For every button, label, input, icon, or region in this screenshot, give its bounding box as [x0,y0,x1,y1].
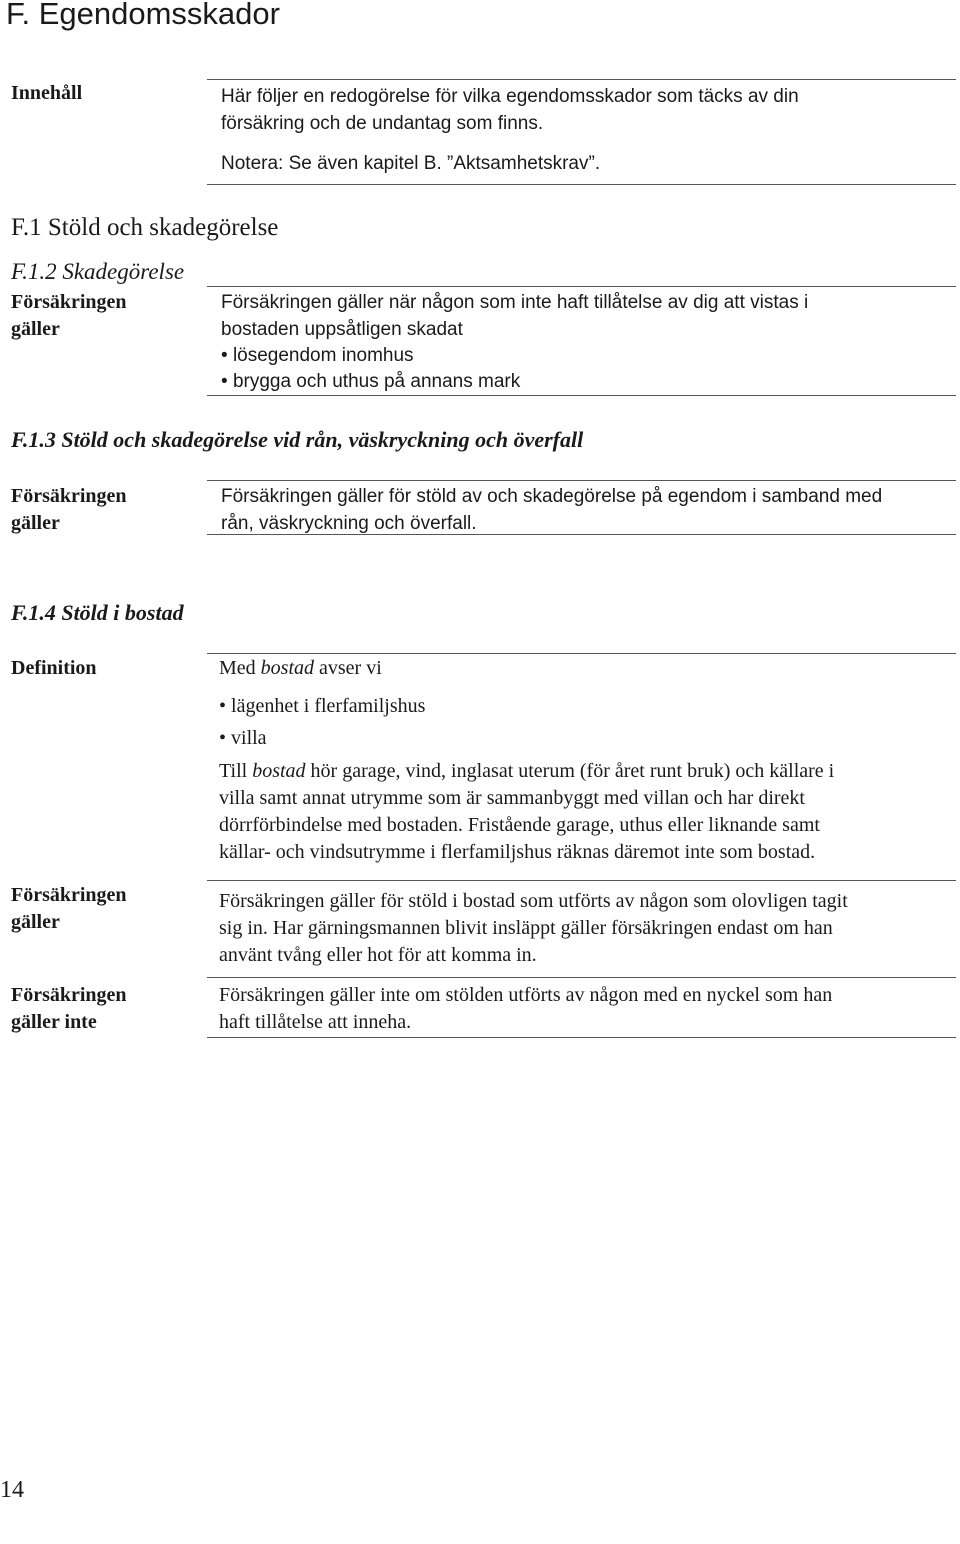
list-item: • villa [219,722,425,754]
divider [207,480,956,481]
divider [207,653,956,654]
divider [207,977,956,978]
applies-label: Försäkringen gäller [11,884,127,933]
f12-label: Försäkringen gäller [11,291,127,340]
list-item: • lösegendom inomhus [221,343,520,369]
divider [207,880,956,881]
page-title: F. Egendomsskador [6,0,280,31]
definition-label: Definition [11,657,97,679]
f13-label: Försäkringen gäller [11,485,127,534]
section-heading-f1: F.1 Stöld och skadegörelse [11,214,279,241]
list-item: • lägenhet i flerfamiljshus [219,690,425,722]
intro-label: Innehåll [11,82,83,104]
divider [207,534,956,535]
intro-text: Här följer en redogörelse för vilka egendomsskador som täcks av din försäkring och de undantag som finns. [221,86,799,134]
divider [207,395,956,396]
list-item: • brygga och uthus på annans mark [221,369,520,395]
definition-intro: Med bostad avser vi [219,657,382,679]
divider [207,184,956,185]
intro-note: Notera: Se även kapitel B. ”Aktsamhetskrav”. [221,153,601,174]
page-number: 14 [0,1477,24,1503]
divider [207,286,956,287]
section-heading-f12: F.1.2 Skadegörelse [11,259,185,284]
not-applies-text: Försäkringen gäller inte om stölden utförts av någon med en nyckel som han haft tillåtelse att inneha. [219,984,833,1033]
section-heading-f14: F.1.4 Stöld i bostad [11,600,184,625]
applies-text: Försäkringen gäller för stöld i bostad som utförts av någon som olovligen tagit sig in. Har gärningsmannen blivit insläppt gäller försäkringen endast om han använt tvång eller hot för att komma in. [219,890,848,966]
definition-text: Till bostad hör garage, vind, inglasat uterum (för året runt bruk) och källare i villa samt annat utrymme som är sammanbyggt med villan och har direkt dörrförbindelse med bostaden. Fristående garage, uthus eller liknande samt källar- och vindsutrymme i flerfamiljshus räknas däremot inte som bostad. [219,760,835,863]
section-heading-f13: F.1.3 Stöld och skadegörelse vid rån, väskryckning och överfall [11,427,584,452]
f13-text: Försäkringen gäller för stöld av och skadegörelse på egendom i samband med rån, väskryckning och överfall. [221,486,883,534]
f12-text: Försäkringen gäller när någon som inte haft tillåtelse av dig att vistas i bostaden uppsåtligen skadat [221,292,809,340]
not-applies-label: Försäkringen gäller inte [11,984,127,1033]
f14-bullet-list [219,690,425,754]
divider [207,1037,956,1038]
f12-bullet-list [221,343,520,395]
divider [207,79,956,80]
